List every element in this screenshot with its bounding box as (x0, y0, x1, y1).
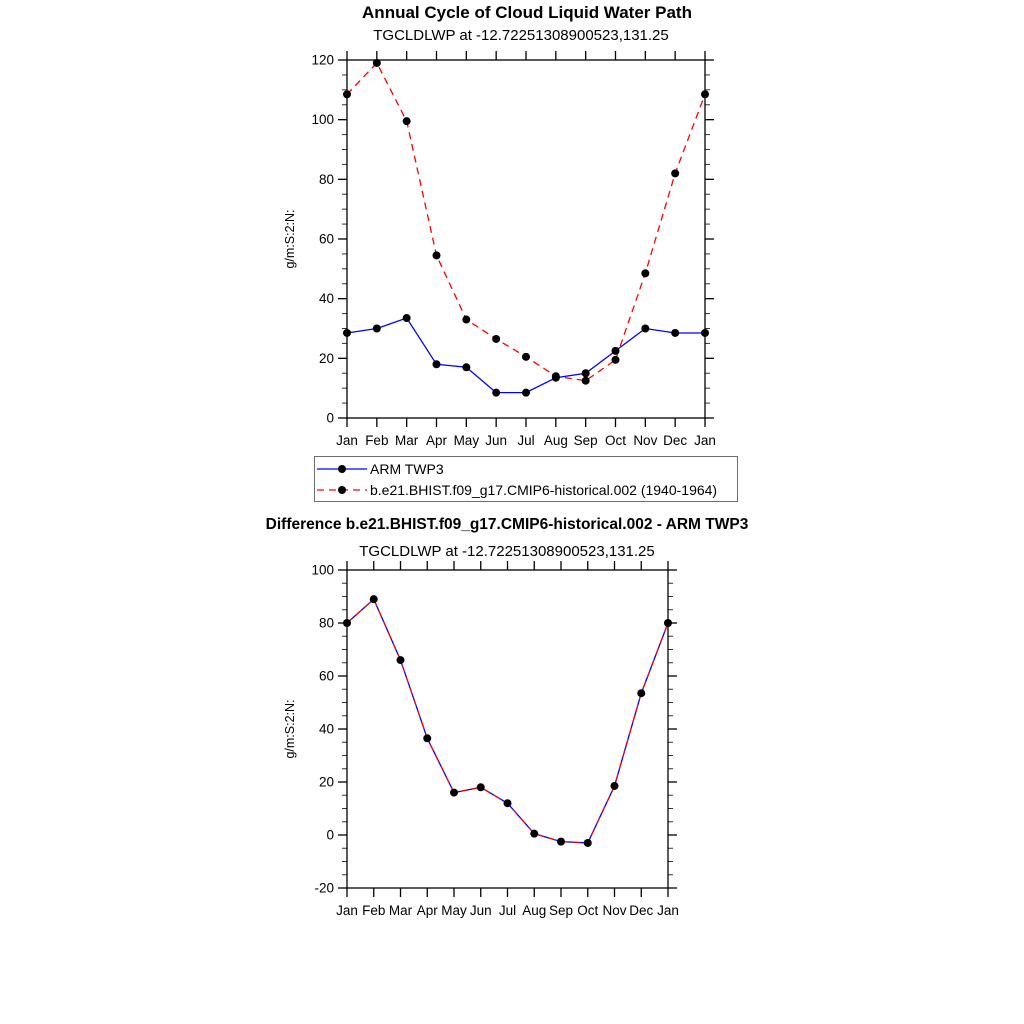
y-tick-label: 80 (318, 615, 334, 631)
data-point (612, 356, 620, 364)
data-point (492, 389, 500, 397)
data-point (664, 619, 672, 627)
x-tick-label: Apr (425, 433, 448, 448)
y-tick-label: 0 (326, 410, 334, 426)
x-tick-label: Oct (604, 433, 627, 448)
chart1-title: Annual Cycle of Cloud Liquid Water Path (362, 3, 692, 22)
legend-label: b.e21.BHIST.f09_g17.CMIP6-historical.002 (1940-1964) (370, 481, 718, 498)
y-tick-label: 60 (318, 231, 334, 247)
data-point (423, 734, 431, 742)
legend-entry-model (315, 479, 737, 500)
y-tick-label: 120 (311, 52, 334, 68)
y-tick-label: 20 (318, 350, 334, 366)
x-tick-label: Jul (498, 903, 517, 918)
x-tick-label: Feb (365, 433, 389, 448)
data-point (530, 830, 538, 838)
x-tick-label: Jan (336, 433, 358, 448)
data-point (641, 325, 649, 333)
data-point (611, 782, 619, 790)
y-tick-label: 0 (326, 827, 334, 843)
data-point (557, 838, 565, 846)
y-axis-label: g/m:S:2:N: (283, 699, 297, 759)
y-tick-label: 60 (318, 668, 334, 684)
x-tick-label: Feb (362, 903, 386, 918)
legend-line-sample-solid-blue (316, 459, 368, 479)
chart1-subtitle: TGCLDLWP at -12.72251308900523,131.25 (373, 27, 669, 44)
data-point (462, 363, 470, 371)
data-point (477, 783, 485, 791)
data-point (522, 353, 530, 361)
data-point (373, 325, 381, 333)
legend-box (314, 456, 738, 502)
data-point (504, 799, 512, 807)
legend-line-sample-dashed-red (316, 480, 368, 500)
legend-sample-marker (338, 465, 346, 473)
x-tick-label: Jun (469, 903, 492, 918)
data-point (492, 335, 500, 343)
data-point (522, 389, 530, 397)
x-tick-label: Sep (573, 433, 598, 448)
y-axis-label: g/m:S:2:N: (283, 209, 297, 269)
y-tick-label: 100 (311, 562, 334, 578)
x-tick-label: Aug (522, 903, 547, 918)
legend-label: ARM TWP3 (370, 460, 444, 477)
chart2-subtitle: TGCLDLWP at -12.72251308900523,131.25 (359, 543, 655, 560)
x-tick-label: May (441, 903, 467, 918)
x-tick-label: Nov (633, 433, 658, 448)
data-point (450, 789, 458, 797)
x-tick-label: Sep (548, 903, 574, 918)
data-point (403, 314, 411, 322)
data-point (462, 316, 470, 324)
data-point (582, 377, 590, 385)
chart2-title: Difference b.e21.BHIST.f09_g17.CMIP6-historical.002 - ARM TWP3 (265, 516, 749, 533)
data-point (701, 329, 709, 337)
x-tick-label: Mar (388, 903, 413, 918)
data-point (641, 269, 649, 277)
data-point (373, 59, 381, 67)
x-tick-label: Jan (657, 903, 679, 918)
x-tick-label: Mar (395, 433, 419, 448)
data-point (671, 169, 679, 177)
x-tick-label: Jul (517, 433, 535, 448)
data-point (637, 689, 645, 697)
y-tick-label: 40 (318, 291, 334, 307)
data-point (552, 372, 560, 380)
data-point (343, 329, 351, 337)
legend-entry-arm-twp3 (315, 458, 737, 479)
x-tick-label: Nov (602, 903, 627, 918)
data-point (612, 347, 620, 355)
x-tick-label: Jan (694, 433, 716, 448)
data-point (433, 360, 441, 368)
x-tick-label: Jan (336, 903, 358, 918)
x-tick-label: May (453, 433, 480, 448)
data-point (397, 656, 405, 664)
series-line (347, 63, 705, 381)
data-point (671, 329, 679, 337)
data-point (701, 90, 709, 98)
data-point (343, 619, 351, 627)
data-point (433, 251, 441, 259)
x-tick-label: Dec (629, 903, 654, 918)
x-tick-label: Oct (577, 903, 599, 918)
legend-sample-marker (338, 486, 346, 494)
data-point (370, 595, 378, 603)
x-tick-label: Apr (416, 903, 438, 918)
y-tick-label: -20 (314, 880, 334, 896)
data-point (403, 117, 411, 125)
y-tick-label: 40 (318, 721, 334, 737)
x-tick-label: Dec (663, 433, 688, 448)
y-tick-label: 100 (311, 112, 334, 128)
data-point (343, 90, 351, 98)
y-tick-label: 80 (318, 171, 334, 187)
x-tick-label: Aug (543, 433, 568, 448)
data-point (584, 839, 592, 847)
plot-frame (347, 60, 705, 418)
x-tick-label: Jun (485, 433, 508, 448)
y-tick-label: 20 (318, 774, 334, 790)
data-point (582, 369, 590, 377)
plot-frame (347, 570, 668, 888)
